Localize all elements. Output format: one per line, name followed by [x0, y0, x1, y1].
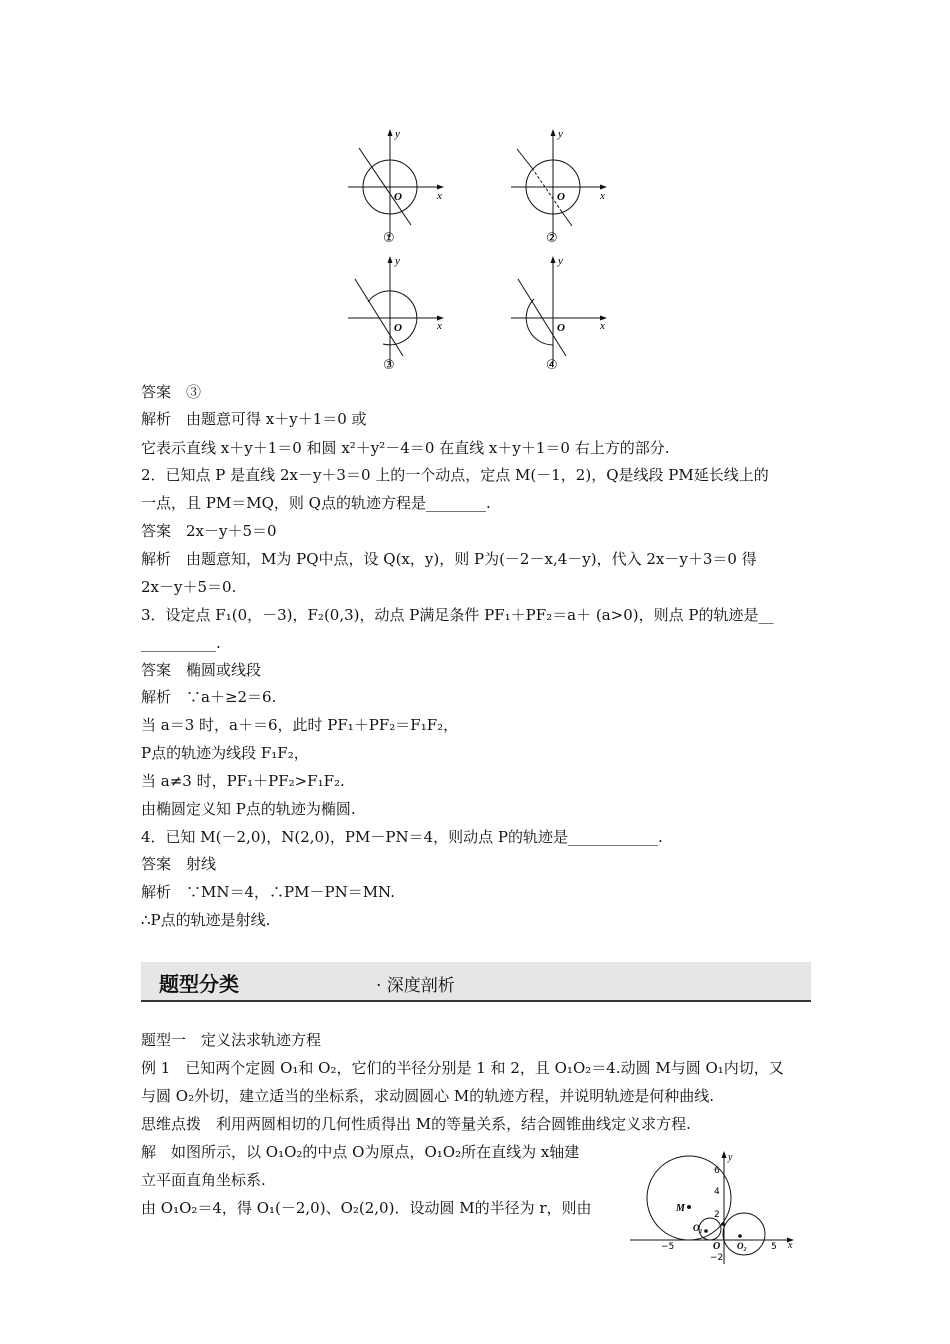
analysis-2: 解析 由题意知，M为 PQ中点，设 Q(x，y)，则 P为(－2－x,4－y)，代入 2x－y＋3＝0 得: [141, 550, 757, 568]
line-dashed: [532, 168, 562, 212]
figure-1: [345, 125, 450, 245]
line-solid-bottom: [562, 212, 572, 226]
analysis-4-cont: ∴P点的轨迹是射线.: [141, 911, 271, 929]
label-o2: O₂: [737, 1241, 747, 1251]
y-label: y: [558, 255, 563, 267]
y-arrow: [722, 1151, 727, 1158]
origin-label: O: [394, 322, 402, 334]
figure-label-4: ④: [546, 358, 558, 372]
solution-cont-2: 由 O₁O₂＝4，得 O₁(－2,0)、O₂(2,0)．设动圆 M的半径为 r，则由: [141, 1199, 592, 1217]
solution-cont: 立平面直角坐标系.: [141, 1171, 266, 1189]
example-1: 例 1 已知两个定圆 O₁和 O₂，它们的半径分别是 1 和 2，且 O₁O₂＝4.动圆 M与圆 O₁内切，又: [141, 1059, 784, 1077]
tick-y-4: 4: [714, 1187, 720, 1197]
analysis-3-step2: P点的轨迹为线段 F₁F₂，: [141, 744, 309, 762]
origin-label: O: [557, 322, 565, 334]
analysis-3: 解析 ∵a＋≥2＝6.: [141, 688, 277, 706]
x-arrow: [437, 185, 444, 190]
analysis-2-cont: 2x－y＋5＝0.: [141, 578, 237, 596]
label-o1: O₁: [693, 1223, 703, 1233]
tangent-point: [721, 1222, 725, 1226]
analysis-3-step3: 当 a≠3 时，PF₁＋PF₂>F₁F₂.: [141, 772, 345, 790]
banner-rule: [141, 1000, 811, 1002]
y-label: y: [728, 1152, 733, 1163]
x-label: x: [600, 190, 605, 202]
figure-3: [345, 252, 450, 372]
problem-2: 2．已知点 P 是直线 2x－y＋3＝0 上的一个动点，定点 M(－1，2)，Q是线段 PM延长线上的: [141, 466, 769, 484]
thinking-hint: 思维点拨 利用两圆相切的几何性质得出 M的等量关系，结合圆锥曲线定义求方程.: [141, 1115, 691, 1133]
answer-4: 答案 射线: [141, 855, 217, 873]
y-arrow: [551, 256, 556, 263]
section-subtitle: · 深度剖析: [376, 976, 455, 996]
analysis-1: 解析 由题意可得 x＋y＋1＝0 或: [141, 410, 367, 428]
type-heading: 题型一 定义法求轨迹方程: [141, 1031, 322, 1049]
x-label: x: [437, 190, 442, 202]
point-o2: [738, 1234, 742, 1238]
tick-x-5: 5: [771, 1242, 777, 1252]
answer-1: 答案 ③: [141, 383, 202, 401]
analysis-1-cont: 它表示直线 x＋y＋1＝0 和圆 x²＋y²－4＝0 在直线 x＋y＋1＝0 右上方的部分.: [141, 439, 670, 457]
analysis-4: 解析 ∵MN＝4，∴PM－PN＝MN.: [141, 883, 395, 901]
answer-3: 答案 椭圆或线段: [141, 661, 262, 679]
figure-4: [508, 252, 613, 372]
point-o1: [704, 1229, 708, 1233]
example-figure: [628, 1148, 803, 1268]
arc: [526, 299, 553, 345]
tick-x-minus-5: −5: [661, 1242, 675, 1252]
y-label: y: [395, 128, 400, 140]
example-1-cont: 与圆 O₂外切，建立适当的坐标系，求动圆圆心 M的轨迹方程，并说明轨迹是何种曲线.: [141, 1087, 714, 1105]
x-label: x: [600, 320, 605, 332]
problem-2-cont: 一点，且 PM＝MQ，则 Q点的轨迹方程是________.: [141, 494, 491, 512]
y-arrow: [551, 129, 556, 136]
solution: 解 如图所示，以 O₁O₂的中点 O为原点，O₁O₂所在直线为 x轴建: [141, 1143, 580, 1161]
banner-background: [141, 962, 811, 1000]
origin-label: O: [394, 191, 402, 203]
origin-label: O: [713, 1241, 721, 1252]
x-label: x: [788, 1240, 793, 1251]
problem-4: 4．已知 M(－2,0)，N(2,0)，PM－PN＝4，则动点 P的轨迹是____________.: [141, 828, 663, 846]
analysis-3-step1: 当 a＝3 时，a＋＝6，此时 PF₁＋PF₂＝F₁F₂，: [141, 716, 459, 734]
line-solid-top: [517, 149, 532, 168]
point-m: [687, 1205, 691, 1209]
y-arrow: [388, 129, 393, 136]
section-banner: [141, 962, 811, 1002]
section-title: 题型分类: [159, 972, 239, 996]
y-arrow: [388, 256, 393, 263]
x-arrow: [600, 185, 607, 190]
figure-label-2: ②: [546, 231, 558, 245]
figure-2: [508, 125, 613, 245]
origin-label: O: [557, 191, 565, 203]
answer-2: 答案 2x－y＋5＝0: [141, 522, 277, 540]
analysis-3-step4: 由椭圆定义知 P点的轨迹为椭圆.: [141, 800, 356, 818]
x-label: x: [437, 320, 442, 332]
y-label: y: [558, 128, 563, 140]
figure-label-1: ①: [383, 231, 395, 245]
figure-label-3: ③: [383, 358, 395, 372]
label-m: M: [676, 1203, 685, 1214]
tick-y-minus-2: −2: [710, 1253, 724, 1263]
y-label: y: [395, 255, 400, 267]
problem-3: 3．设定点 F₁(0，－3)，F₂(0,3)，动点 P满足条件 PF₁＋PF₂＝a＋ (a>0)，则点 P的轨迹是__: [141, 606, 774, 624]
problem-3-cont: __________.: [141, 634, 221, 652]
tick-y-6: 6: [714, 1166, 720, 1176]
tick-y-2: 2: [714, 1210, 720, 1220]
